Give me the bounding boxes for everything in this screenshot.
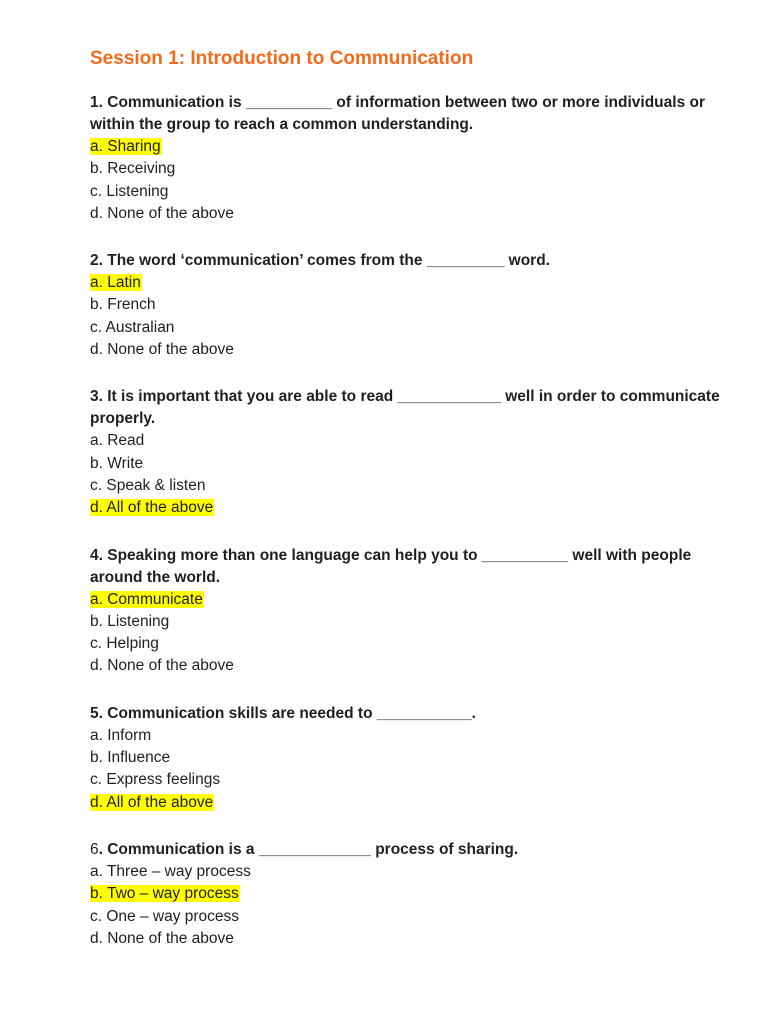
option-item [90, 453, 740, 475]
option-item [90, 158, 740, 180]
option-item [90, 861, 740, 883]
option-item [90, 883, 740, 905]
option-label: c. Helping [90, 635, 159, 653]
option-item [90, 181, 740, 203]
option-item [90, 272, 740, 294]
option-label: a. Inform [90, 726, 152, 744]
question-stem: It is important that you are able to read ____________ well in order to communicate properly. [90, 388, 720, 428]
option-label: b. French [90, 296, 156, 314]
question-text [90, 386, 740, 430]
question-text [90, 545, 740, 589]
option-label: b. Influence [90, 749, 171, 767]
option-label: c. Express feelings [90, 771, 221, 789]
option-label-highlighted: d. All of the above [90, 793, 214, 811]
option-item [90, 747, 740, 769]
option-item [90, 655, 740, 677]
option-item [90, 769, 740, 791]
question-stem: Communication is __________ of information between two or more individuals or within the group to reach a common understanding. [90, 94, 705, 133]
question-stem: . Communication is a _____________ process of sharing. [98, 840, 519, 858]
option-label: d. None of the above [90, 929, 234, 947]
question-number: 3. [90, 388, 103, 406]
option-item [90, 203, 740, 225]
option-item [90, 633, 740, 655]
option-item [90, 928, 740, 950]
question-3 [90, 386, 740, 519]
question-4 [90, 545, 740, 678]
question-5 [90, 703, 740, 814]
option-label: c. Australian [90, 318, 175, 336]
option-item [90, 725, 740, 747]
option-item [90, 294, 740, 316]
question-number: 1. [90, 94, 103, 111]
option-label-highlighted: d. All of the above [90, 499, 214, 517]
option-label: c. One – way process [90, 907, 240, 925]
option-label: c. Speak & listen [90, 476, 206, 494]
question-number: 2. [90, 252, 103, 270]
option-label: d. None of the above [90, 657, 234, 675]
option-label: b. Listening [90, 612, 170, 630]
quiz-document [90, 46, 740, 975]
question-text [90, 703, 740, 725]
session-title: Session 1: Introduction to Communication [90, 48, 474, 69]
question-stem: The word ‘communication’ comes from the _________ word. [107, 252, 550, 270]
question-number: 6 [90, 840, 99, 858]
option-label-highlighted: b. Two – way process [90, 885, 239, 903]
option-label: c. Listening [90, 182, 169, 200]
question-2 [90, 250, 740, 361]
option-item [90, 611, 740, 633]
option-label-highlighted: a. Latin [90, 274, 141, 292]
option-item [90, 589, 740, 611]
question-stem: Communication skills are needed to ___________. [107, 704, 476, 722]
option-item [90, 475, 740, 497]
question-number: 5. [90, 704, 103, 722]
option-item [90, 317, 740, 339]
option-item [90, 792, 740, 814]
question-6 [90, 839, 740, 950]
question-text [90, 839, 740, 861]
option-label: a. Read [90, 432, 145, 450]
question-number: 4. [90, 546, 103, 564]
option-label: a. Three – way process [90, 862, 251, 880]
question-1 [90, 92, 740, 225]
option-item [90, 430, 740, 452]
option-item [90, 906, 740, 928]
option-label: b. Write [90, 454, 144, 472]
option-label-highlighted: a. Sharing [90, 138, 161, 155]
option-label: d. None of the above [90, 204, 234, 222]
option-label-highlighted: a. Communicate [90, 590, 203, 608]
question-text [90, 92, 740, 136]
question-text [90, 250, 740, 272]
option-label: d. None of the above [90, 341, 234, 359]
option-label: b. Receiving [90, 160, 176, 178]
option-item [90, 136, 740, 158]
question-stem: Speaking more than one language can help you to __________ well with people around the world. [90, 546, 692, 586]
option-item [90, 339, 740, 361]
option-item [90, 497, 740, 519]
